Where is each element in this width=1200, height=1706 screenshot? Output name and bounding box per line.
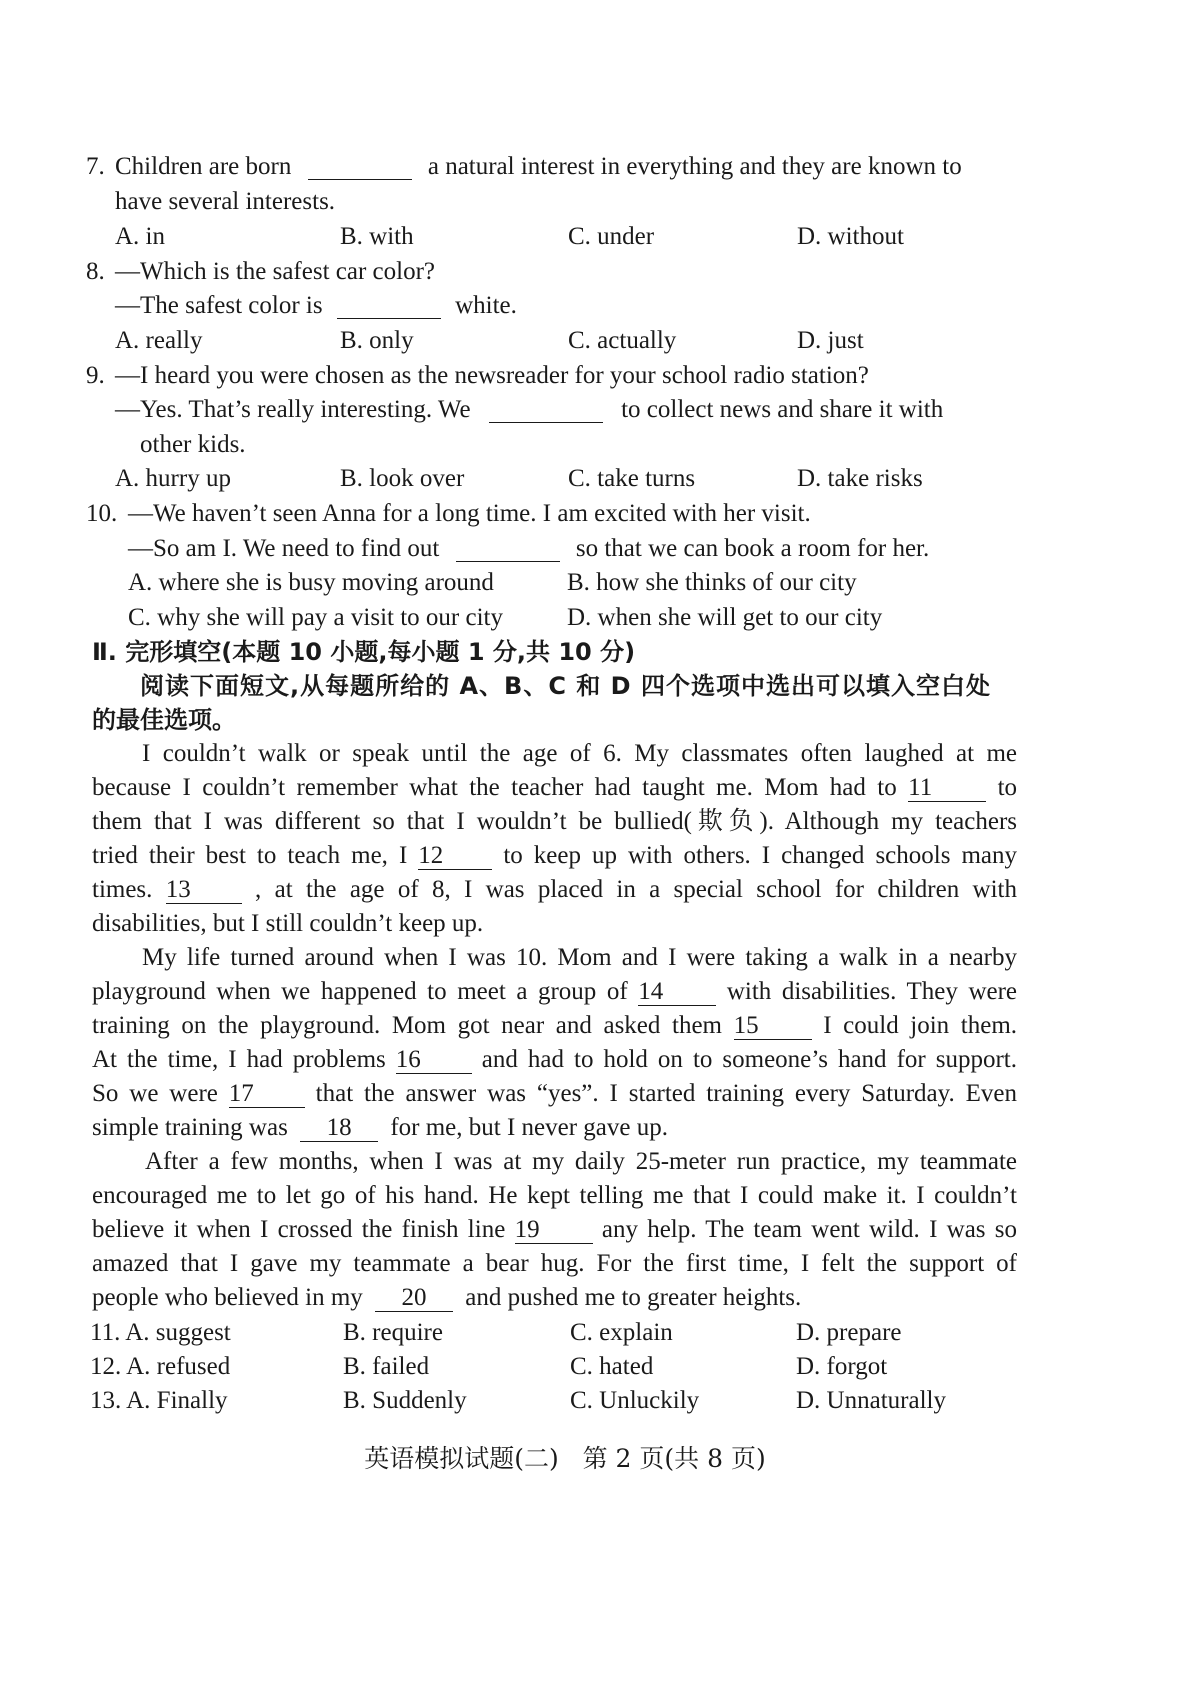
passage-text: and pushed me to greater heights. — [465, 1284, 802, 1311]
passage-line — [92, 1217, 1017, 1244]
q10-line2-part2: so that we can book a room for her. — [575, 535, 930, 562]
q7-option-a: A. in — [115, 223, 165, 250]
q11-option-c: C. explain — [570, 1319, 673, 1346]
passage-line — [92, 979, 1017, 1006]
q10-option-c: C. why she will pay a visit to our city — [128, 604, 503, 631]
q11-option-a: 11. A. suggest — [90, 1319, 231, 1346]
section-heading: Ⅱ. 完形填空(本题 10 小题,每小题 1 分,共 10 分) — [92, 638, 636, 666]
q9-line3: other kids. — [140, 431, 246, 458]
q9-line2 — [115, 397, 943, 423]
q7-stem-part1: Children are born — [115, 153, 292, 180]
blank-17: 17 — [229, 1081, 305, 1108]
blank-13: 13 — [166, 877, 242, 904]
q9-blank — [489, 397, 603, 423]
q9-option-a: A. hurry up — [115, 465, 231, 492]
passage-text: to — [997, 774, 1018, 801]
passage-line: I couldn’t walk or speak until the age of 6. My classmates often laughed at me — [142, 740, 1017, 767]
q8-line2-part1: —The safest color is — [115, 292, 323, 319]
blank-12: 12 — [418, 843, 492, 870]
q13-option-d: D. Unnaturally — [796, 1387, 946, 1414]
q9-number: 9. — [86, 362, 105, 389]
q10-blank — [456, 536, 560, 562]
page-footer: 英语模拟试题(二) 第 2 页(共 8 页) — [364, 1444, 766, 1473]
q10-number: 10. — [86, 500, 118, 527]
passage-line: them that I was different so that I wouldn’t be bullied(欺负). Although my teachers — [92, 808, 1017, 835]
q9-line2-part1: —Yes. That’s really interesting. We — [115, 396, 471, 423]
q10-line1: —We haven’t seen Anna for a long time. I am excited with her visit. — [128, 500, 811, 527]
q11-option-d: D. prepare — [796, 1319, 902, 1346]
q11-option-b: B. require — [343, 1319, 443, 1346]
q8-option-d: D. just — [797, 327, 864, 354]
passage-line: encouraged me to let go of his hand. He kept telling me that I could make it. I couldn’t — [92, 1182, 1017, 1209]
q10-option-b: B. how she thinks of our city — [567, 569, 857, 596]
q7-stem-line2: have several interests. — [115, 188, 336, 215]
q7-option-b: B. with — [340, 223, 414, 250]
passage-line — [92, 1081, 1017, 1108]
q12-option-d: D. forgot — [796, 1353, 888, 1380]
blank-16: 16 — [396, 1047, 472, 1074]
q10-option-d: D. when she will get to our city — [567, 604, 883, 631]
q13-option-a: 13. A. Finally — [90, 1387, 228, 1414]
passage-text: tried their best to teach me, I — [92, 842, 408, 869]
passage-text: to keep up with others. I changed schools many — [503, 842, 1017, 869]
section-instruction-line1: 阅读下面短文,从每题所给的 A、B、C 和 D 四个选项中选出可以填入空白处 — [140, 672, 991, 700]
blank-11: 11 — [908, 775, 986, 802]
passage-line — [92, 1115, 668, 1142]
blank-15: 15 — [734, 1013, 812, 1040]
passage-line — [92, 1285, 801, 1312]
passage-line — [92, 1047, 1017, 1074]
blank-20: 20 — [375, 1285, 453, 1312]
q7-number: 7. — [86, 153, 105, 180]
q7-option-d: D. without — [797, 223, 904, 250]
passage-text: with disabilities. They were — [726, 978, 1018, 1005]
passage-text: training on the playground. Mom got near and asked them — [92, 1012, 722, 1039]
q8-option-c: C. actually — [568, 327, 677, 354]
passage-line: My life turned around when I was 10. Mom and I were taking a walk in a nearby — [142, 944, 1017, 971]
passage-text: for me, but I never gave up. — [390, 1114, 668, 1141]
q7-blank — [308, 154, 412, 180]
passage-text: I could join them. — [823, 1012, 1018, 1039]
passage-line: disabilities, but I still couldn’t keep up. — [92, 910, 484, 937]
passage-line — [92, 877, 1017, 904]
q13-option-c: C. Unluckily — [570, 1387, 700, 1414]
passage-text: At the time, I had problems — [92, 1046, 386, 1073]
q9-option-c: C. take turns — [568, 465, 696, 492]
passage-text: , at the age of 8, I was placed in a special school for children with — [255, 876, 1017, 903]
q7-stem-part2: a natural interest in everything and they are known to — [427, 153, 962, 180]
passage-text: playground when we happened to meet a group of — [92, 978, 628, 1005]
passage-line: After a few months, when I was at my daily 25-meter run practice, my teammate — [145, 1148, 1017, 1175]
q10-option-a: A. where she is busy moving around — [128, 569, 494, 596]
q8-blank — [337, 293, 441, 319]
q12-option-a: 12. A. refused — [90, 1353, 231, 1380]
q9-option-d: D. take risks — [797, 465, 923, 492]
blank-14: 14 — [638, 979, 716, 1006]
q8-option-a: A. really — [115, 327, 203, 354]
passage-text: and had to hold on to someone’s hand for support. — [481, 1046, 1017, 1073]
blank-18: 18 — [300, 1115, 378, 1142]
passage-line: amazed that I gave my teammate a bear hug. For the first time, I felt the support of — [92, 1250, 1017, 1277]
passage-text: that the answer was “yes”. I started training every Saturday. Even — [315, 1080, 1018, 1107]
q8-line1: —Which is the safest car color? — [115, 258, 436, 285]
q13-option-b: B. Suddenly — [343, 1387, 467, 1414]
passage-text: because I couldn’t remember what the teacher had taught me. Mom had to — [92, 774, 897, 801]
blank-19: 19 — [515, 1217, 593, 1244]
passage-text: any help. The team went wild. I was so — [601, 1216, 1018, 1243]
passage-line — [92, 1013, 1017, 1040]
q9-line2-part2: to collect news and share it with — [621, 396, 944, 423]
q8-line2 — [115, 293, 517, 319]
q8-number: 8. — [86, 258, 105, 285]
q8-option-b: B. only — [340, 327, 414, 354]
q9-option-b: B. look over — [340, 465, 465, 492]
passage-text: So we were — [92, 1080, 218, 1107]
q10-line2-part1: —So am I. We need to find out — [128, 535, 440, 562]
q7-stem — [115, 154, 962, 180]
q9-line1: —I heard you were chosen as the newsreader for your school radio station? — [115, 362, 869, 389]
passage-text: times. — [92, 876, 153, 903]
passage-line — [92, 775, 1017, 802]
q7-option-c: C. under — [568, 223, 655, 250]
q12-option-c: C. hated — [570, 1353, 654, 1380]
q12-option-b: B. failed — [343, 1353, 430, 1380]
section-instruction-line2: 的最佳选项。 — [92, 706, 236, 734]
q10-line2 — [128, 536, 929, 562]
passage-line — [92, 843, 1017, 870]
passage-text: people who believed in my — [92, 1284, 363, 1311]
passage-text: simple training was — [92, 1114, 288, 1141]
passage-text: believe it when I crossed the finish line — [92, 1216, 506, 1243]
q8-line2-part2: white. — [455, 292, 517, 319]
